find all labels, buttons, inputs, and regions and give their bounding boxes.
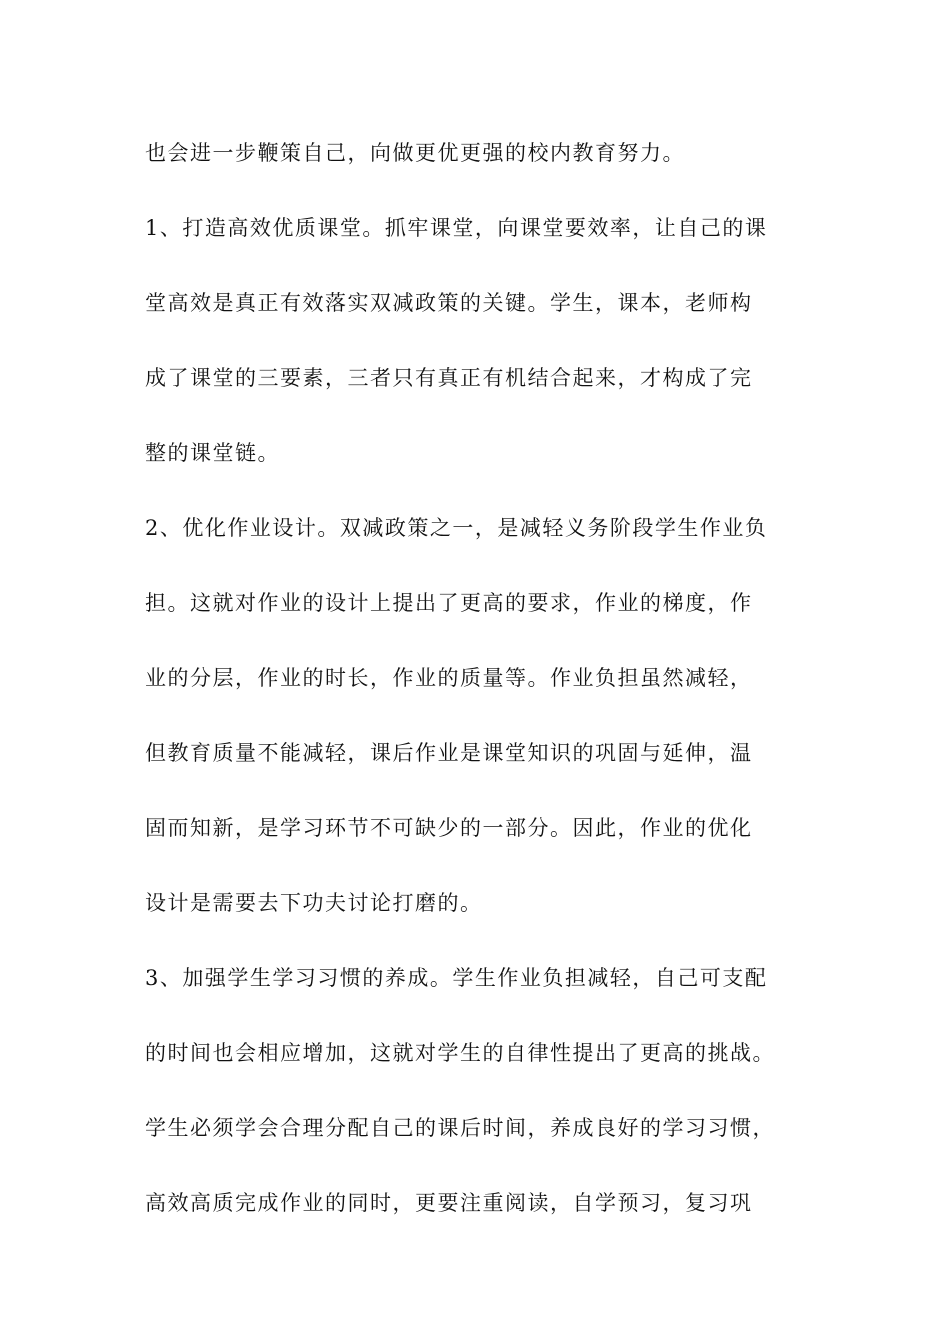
text-line: 设计是需要去下功夫讨论打磨的。	[145, 891, 483, 915]
text-line: 的时间也会相应增加，这就对学生的自律性提出了更高的挑战。	[145, 1041, 775, 1065]
text-line: 高效高质完成作业的同时，更要注重阅读，自学预习，复习巩	[145, 1191, 753, 1215]
text-line: 堂高效是真正有效落实双减政策的关键。学生，课本，老师构	[145, 291, 753, 315]
text-line: 业的分层，作业的时长，作业的质量等。作业负担虽然减轻，	[145, 666, 753, 690]
text-line: 成了课堂的三要素，三者只有真正有机结合起来，才构成了完	[145, 366, 753, 390]
text-line: 担。这就对作业的设计上提出了更高的要求，作业的梯度，作	[145, 591, 753, 615]
text-line: 1、打造高效优质课堂。抓牢课堂，向课堂要效率，让自己的课	[145, 216, 768, 240]
text-line: 但教育质量不能减轻，课后作业是课堂知识的巩固与延伸，温	[145, 741, 753, 765]
text-line: 学生必须学会合理分配自己的课后时间，养成良好的学习习惯，	[145, 1116, 775, 1140]
text-line: 也会进一步鞭策自己，向做更优更强的校内教育努力。	[145, 141, 685, 165]
text-line: 3、加强学生学习习惯的养成。学生作业负担减轻，自己可支配	[145, 966, 768, 990]
text-line: 整的课堂链。	[145, 441, 280, 465]
text-line: 2、优化作业设计。双减政策之一，是减轻义务阶段学生作业负	[145, 516, 768, 540]
text-line: 固而知新，是学习环节不可缺少的一部分。因此，作业的优化	[145, 816, 753, 840]
